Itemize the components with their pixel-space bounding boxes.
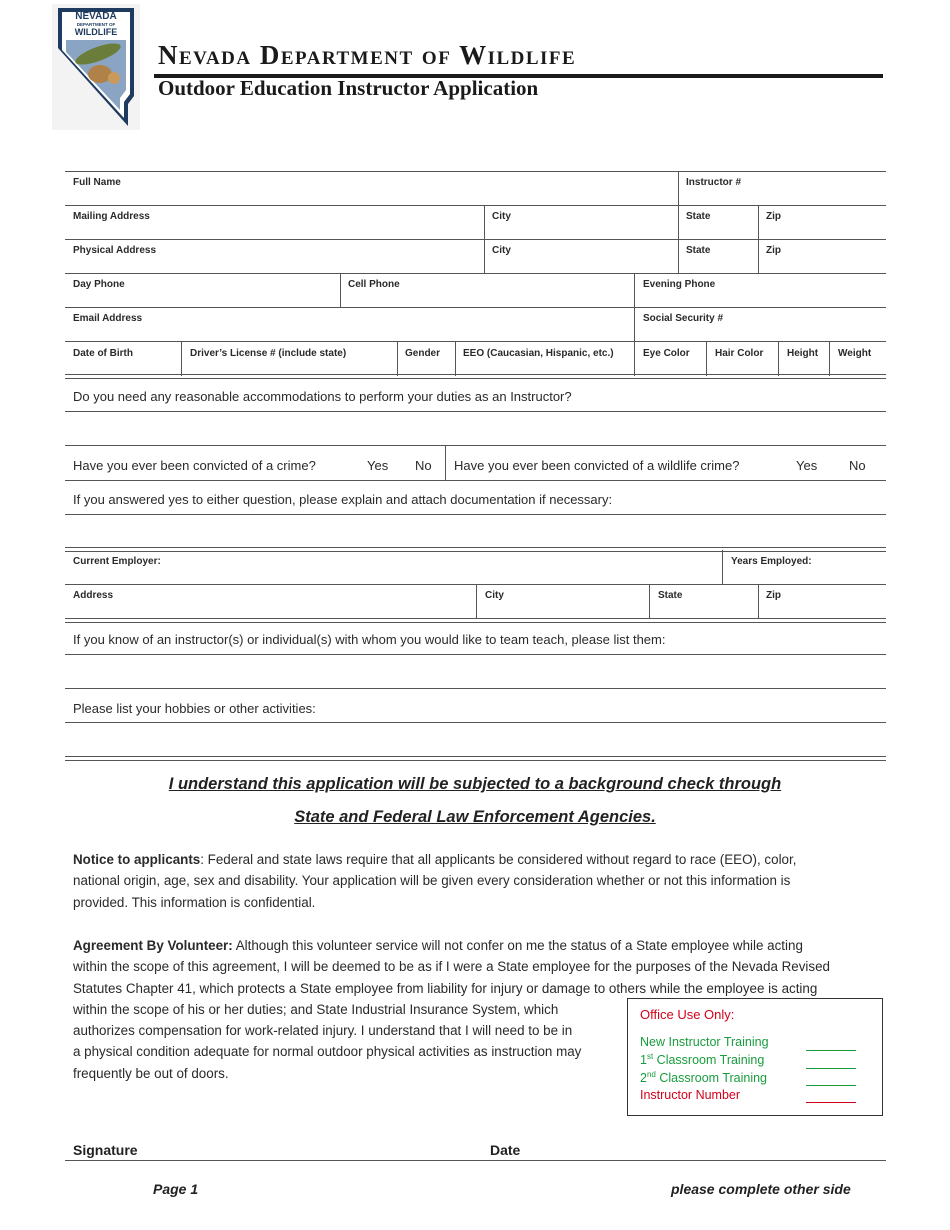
rule: [65, 374, 886, 379]
divider: [706, 341, 707, 376]
background-check-statement-line1: I understand this application will be subjected to a background check through: [168, 775, 782, 793]
employer-zip-field[interactable]: Zip: [766, 590, 781, 601]
divider: [397, 341, 398, 376]
ssn-field[interactable]: Social Security #: [643, 313, 724, 324]
divider: [634, 273, 635, 376]
office-use-box: [627, 998, 883, 1116]
divider: [778, 341, 779, 376]
team-teach-prompt: If you know of an instructor(s) or individual(s) with whom you would like to team teach, please list them:: [73, 632, 666, 647]
divider: [678, 205, 679, 273]
rule: [65, 722, 886, 723]
hair-color-field[interactable]: Hair Color: [715, 348, 764, 359]
page-subtitle: Outdoor Education Instructor Application: [158, 76, 539, 100]
divider: [649, 584, 650, 618]
eeo-field[interactable]: EEO (Caucasian, Hispanic, etc.): [463, 348, 614, 359]
page-number: Page 1: [153, 1181, 199, 1197]
rule: [65, 756, 886, 761]
years-employed-field[interactable]: Years Employed:: [731, 556, 812, 567]
logo-text-wildlife: WILDLIFE: [74, 27, 118, 37]
notice-text: : Federal and state laws require that all applicants be considered without regard to race (EEO), color,: [200, 852, 797, 867]
height-field[interactable]: Height: [787, 348, 819, 359]
crime-question: Have you ever been convicted of a crime?: [73, 458, 316, 473]
notice-paragraph: [73, 849, 873, 913]
agreement-heading: Agreement By Volunteer:: [73, 938, 233, 953]
divider: [758, 205, 759, 273]
new-instructor-training-blank[interactable]: [806, 1050, 856, 1051]
rule: [65, 445, 886, 446]
signature-field[interactable]: Signature: [73, 1142, 138, 1158]
eye-color-field[interactable]: Eye Color: [643, 348, 690, 359]
agreement-text: within the scope of his or her duties; and State Industrial Insurance System, which: [73, 1001, 559, 1017]
evening-phone-field[interactable]: Evening Phone: [643, 279, 716, 290]
divider: [476, 584, 477, 618]
logo-text-nevada: NEVADA: [75, 11, 117, 22]
employer-city-field[interactable]: City: [485, 590, 504, 601]
rule: [65, 618, 886, 623]
crime-no-option[interactable]: No: [415, 458, 432, 473]
email-field[interactable]: Email Address: [73, 313, 143, 324]
accommodations-question: Do you need any reasonable accommodations to perform your duties as an Instructor?: [73, 389, 572, 404]
background-check-statement-line2: State and Federal Law Enforcement Agencies.: [294, 808, 656, 826]
mailing-address-field[interactable]: Mailing Address: [73, 211, 150, 222]
divider: [445, 445, 446, 480]
ndow-logo: [52, 4, 140, 130]
rule: [65, 514, 886, 515]
first-classroom-training-label: 1st Classroom Training: [640, 1052, 765, 1068]
rule: [65, 239, 886, 240]
divider: [484, 205, 485, 273]
explain-prompt: If you answered yes to either question, please explain and attach documentation if necessary:: [73, 492, 613, 507]
mailing-city-field[interactable]: City: [492, 211, 511, 222]
rule: [65, 307, 886, 308]
rule: [65, 341, 886, 342]
gender-field[interactable]: Gender: [405, 348, 441, 359]
day-phone-field[interactable]: Day Phone: [73, 279, 125, 290]
signature-rule: [65, 1160, 886, 1161]
agreement-text: Although this volunteer service will not confer on me the status of a State employee while acting: [232, 938, 803, 953]
divider: [758, 584, 759, 618]
notice-text: provided. This information is confidential.: [73, 894, 316, 910]
divider: [722, 550, 723, 584]
rule: [65, 547, 886, 552]
weight-field[interactable]: Weight: [838, 348, 872, 359]
rule: [65, 688, 886, 689]
wildlife-crime-yes-option[interactable]: Yes: [796, 458, 818, 473]
mailing-state-field[interactable]: State: [686, 211, 711, 222]
dob-field[interactable]: Date of Birth: [73, 348, 133, 359]
logo-text-department: DEPARTMENT OF: [76, 22, 116, 27]
physical-city-field[interactable]: City: [492, 245, 511, 256]
drivers-license-field[interactable]: Driver’s License # (include state): [190, 348, 347, 359]
cell-phone-field[interactable]: Cell Phone: [348, 279, 400, 290]
notice-text: national origin, age, sex and disability. Your application will be given every consideration whether or not this information is: [73, 873, 791, 889]
instructor-number-blank[interactable]: [806, 1102, 856, 1103]
first-classroom-training-blank[interactable]: [806, 1068, 856, 1069]
agreement-text: within the scope of this agreement, I will be deemed to be as if I were a State employee for the purposes of the Nevada Revised: [73, 959, 830, 975]
notice-heading: Notice to applicants: [73, 852, 201, 867]
divider: [455, 341, 456, 376]
rule: [65, 171, 886, 172]
hobbies-prompt: Please list your hobbies or other activities:: [73, 701, 316, 716]
full-name-field[interactable]: Full Name: [73, 177, 121, 188]
divider: [340, 273, 341, 307]
mailing-zip-field[interactable]: Zip: [766, 211, 781, 222]
physical-address-field[interactable]: Physical Address: [73, 245, 157, 256]
date-field[interactable]: Date: [490, 1142, 521, 1158]
rule: [65, 411, 886, 412]
rule: [65, 205, 886, 206]
divider: [678, 171, 679, 205]
new-instructor-training-label: New Instructor Training: [640, 1035, 769, 1049]
employer-address-field[interactable]: Address: [73, 590, 114, 601]
agreement-text: Statutes Chapter 41, which protects a State employee from liability for injury or damage to others while the employee is acting: [73, 980, 818, 996]
wildlife-crime-question: Have you ever been convicted of a wildlife crime?: [454, 458, 740, 473]
agreement-text: a physical condition adequate for normal outdoor physical activities as instruction may: [73, 1044, 582, 1060]
physical-state-field[interactable]: State: [686, 245, 711, 256]
complete-other-side-note: please complete other side: [671, 1181, 851, 1197]
wildlife-crime-no-option[interactable]: No: [849, 458, 866, 473]
rule: [65, 480, 886, 481]
rule: [65, 654, 886, 655]
rule: [65, 273, 886, 274]
divider: [829, 341, 830, 376]
divider: [181, 341, 182, 376]
second-classroom-training-blank[interactable]: [806, 1085, 856, 1086]
instructor-number-label: Instructor Number: [640, 1088, 741, 1102]
instructor-number-field[interactable]: Instructor #: [686, 177, 742, 188]
agreement-text: authorizes compensation for work-related injury. I understand that I will need to be in: [73, 1023, 573, 1039]
agreement-text: frequently be out of doors.: [73, 1065, 229, 1081]
page-title: Nevada Department of Wildlife: [158, 40, 577, 70]
physical-zip-field[interactable]: Zip: [766, 245, 781, 256]
current-employer-field[interactable]: Current Employer:: [73, 556, 161, 567]
crime-yes-option[interactable]: Yes: [367, 458, 389, 473]
employer-state-field[interactable]: State: [658, 590, 683, 601]
second-classroom-training-label: 2nd Classroom Training: [640, 1070, 768, 1086]
office-use-title: Office Use Only:: [640, 1007, 735, 1022]
